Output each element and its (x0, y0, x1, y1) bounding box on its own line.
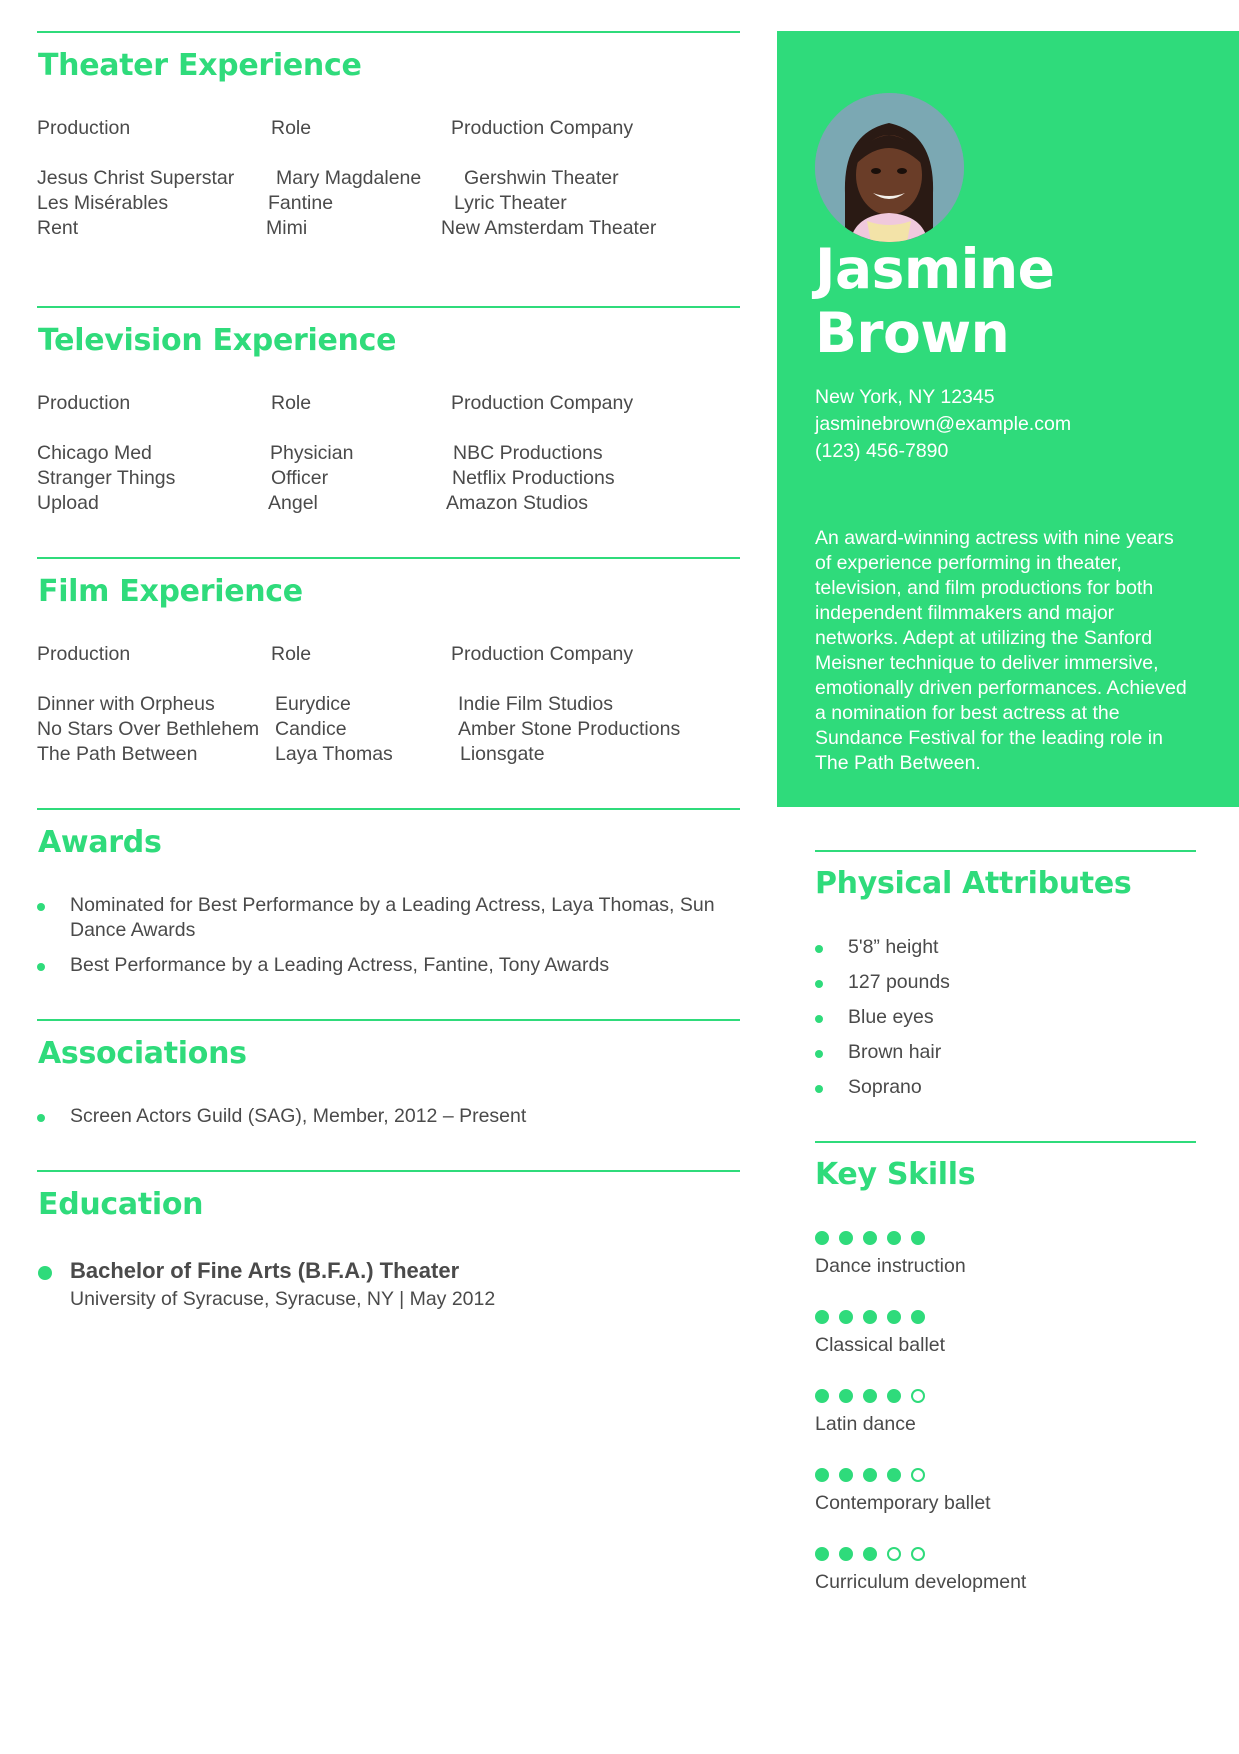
rating-dot-filled-icon (863, 1231, 877, 1245)
company-cell: New Amsterdam Theater (441, 217, 657, 239)
col-header-role: Role (271, 392, 312, 414)
rating-dot-filled-icon (911, 1310, 925, 1324)
rating-dot-filled-icon (815, 1310, 829, 1324)
film-section (37, 557, 740, 765)
skill-rating (815, 1231, 966, 1245)
role-cell: Mimi (266, 217, 308, 239)
list-item (815, 935, 1196, 960)
bullet-icon (815, 1050, 823, 1058)
bullet-icon (37, 963, 45, 971)
production-cell: Dinner with Orpheus (37, 693, 215, 715)
rating-dot-filled-icon (863, 1547, 877, 1561)
col-header-company: Production Company (451, 392, 634, 414)
production-cell: The Path Between (37, 743, 198, 765)
production-cell: Les Misérables (37, 192, 169, 214)
col-header-company: Production Company (451, 643, 634, 665)
company-cell: Amazon Studios (446, 492, 588, 514)
rating-dot-filled-icon (839, 1389, 853, 1403)
summary-text: An award-winning actress with nine years of experience performing in theater, television, and film productions for both independent filmmakers and major networks. Adept at utilizing the Sanford Meisner technique to deliver immersive, emotionally driven performances. Achieved a nomination for best actress at the Sundance Festival for the leading role in The Path Between. (815, 527, 1187, 774)
col-header-role: Role (271, 643, 312, 665)
company-cell: Indie Film Studios (458, 693, 613, 715)
rating-dot-filled-icon (815, 1547, 829, 1561)
role-cell: Officer (271, 467, 329, 489)
divider (37, 31, 740, 33)
theater-section (37, 31, 740, 239)
skill-label: Contemporary ballet (815, 1492, 991, 1514)
school: University of Syracuse, Syracuse, NY | May 2012 (70, 1288, 496, 1310)
television-section (37, 306, 740, 514)
rating-dot-filled-icon (863, 1310, 877, 1324)
rating-dot-filled-icon (839, 1310, 853, 1324)
production-cell: Stranger Things (37, 467, 176, 489)
role-cell: Fantine (268, 192, 334, 214)
bullet-icon (815, 945, 823, 953)
list-item (815, 1005, 1196, 1030)
production-cell: No Stars Over Bethlehem (37, 718, 260, 740)
attribute-text: Blue eyes (848, 1006, 934, 1028)
skill-rating (815, 1310, 945, 1324)
list-item (37, 953, 727, 978)
list-item (815, 970, 1196, 995)
phone-text: (123) 456-7890 (815, 440, 949, 462)
skill-rating (815, 1389, 925, 1403)
col-header-production: Production (37, 392, 131, 414)
skill-item (815, 1389, 925, 1436)
attribute-text: 5'8” height (848, 936, 939, 958)
section-title: Television Experience (38, 323, 397, 358)
bullet-icon (815, 980, 823, 988)
company-cell: Lionsgate (460, 743, 545, 765)
portrait-image (815, 93, 964, 242)
list-item (815, 1075, 1196, 1100)
section-title: Theater Experience (38, 48, 362, 83)
skill-item (815, 1310, 945, 1357)
rating-dot-filled-icon (863, 1389, 877, 1403)
association-text: Screen Actors Guild (SAG), Member, 2012 – Present (70, 1105, 527, 1127)
role-cell: Laya Thomas (275, 743, 393, 765)
col-header-production: Production (37, 117, 131, 139)
awards-list (37, 893, 727, 978)
awards-section (37, 808, 740, 976)
profile-panel (777, 31, 1239, 807)
production-cell: Jesus Christ Superstar (37, 167, 235, 189)
education-section (37, 1170, 740, 1310)
associations-list (37, 1104, 727, 1129)
section-title: Key Skills (815, 1157, 976, 1192)
list-item (815, 1040, 1196, 1065)
company-cell: Lyric Theater (454, 192, 567, 214)
rating-dot-filled-icon (863, 1468, 877, 1482)
divider (815, 850, 1196, 852)
company-cell: Netflix Productions (452, 467, 615, 489)
last-name: Brown (815, 301, 1010, 365)
divider (815, 1141, 1196, 1143)
rating-dot-filled-icon (839, 1547, 853, 1561)
award-text: Best Performance by a Leading Actress, Fantine, Tony Awards (70, 954, 610, 976)
company-cell: NBC Productions (453, 442, 603, 464)
col-header-production: Production (37, 643, 131, 665)
email-link[interactable]: jasminebrown@example.com (815, 413, 1072, 435)
skill-rating (815, 1547, 1026, 1561)
bullet-icon (37, 903, 45, 911)
skill-item (815, 1231, 966, 1278)
bullet-icon (37, 1114, 45, 1122)
physical-list (815, 935, 1196, 1100)
role-cell: Candice (275, 718, 347, 740)
rating-dot-empty-icon (911, 1389, 925, 1403)
associations-section (37, 1019, 740, 1127)
degree: Bachelor of Fine Arts (B.F.A.) Theater (70, 1258, 460, 1283)
rating-dot-filled-icon (815, 1468, 829, 1482)
list-item (37, 1104, 727, 1129)
rating-dot-filled-icon (839, 1231, 853, 1245)
bullet-icon (38, 1266, 52, 1280)
rating-dot-filled-icon (887, 1310, 901, 1324)
section-title: Film Experience (38, 574, 303, 609)
rating-dot-filled-icon (887, 1389, 901, 1403)
divider (37, 1019, 740, 1021)
skill-item (815, 1547, 1026, 1594)
rating-dot-filled-icon (887, 1468, 901, 1482)
role-cell: Eurydice (275, 693, 351, 715)
rating-dot-empty-icon (911, 1547, 925, 1561)
skill-label: Dance instruction (815, 1255, 966, 1277)
company-cell: Gershwin Theater (464, 167, 619, 189)
attribute-text: 127 pounds (848, 971, 950, 993)
role-cell: Angel (268, 492, 318, 514)
contact-info (815, 384, 1071, 465)
first-name: Jasmine (815, 237, 1055, 301)
rating-dot-filled-icon (839, 1468, 853, 1482)
rating-dot-filled-icon (815, 1231, 829, 1245)
role-cell: Mary Magdalene (276, 167, 422, 189)
rating-dot-empty-icon (887, 1547, 901, 1561)
candidate-name (815, 237, 1054, 365)
divider (37, 306, 740, 308)
production-cell: Rent (37, 217, 79, 239)
rating-dot-filled-icon (911, 1231, 925, 1245)
divider (37, 1170, 740, 1172)
production-cell: Chicago Med (37, 442, 152, 464)
profile-photo (815, 93, 964, 242)
section-title: Awards (38, 825, 162, 860)
section-title: Education (38, 1187, 204, 1222)
col-header-role: Role (271, 117, 312, 139)
award-text: Nominated for Best Performance by a Leading Actress, Laya Thomas, Sun Dance Awards (70, 894, 715, 941)
bullet-icon (815, 1015, 823, 1023)
skill-rating (815, 1468, 991, 1482)
rating-dot-filled-icon (887, 1231, 901, 1245)
production-cell: Upload (37, 492, 99, 514)
company-cell: Amber Stone Productions (458, 718, 681, 740)
rating-dot-empty-icon (911, 1468, 925, 1482)
col-header-company: Production Company (451, 117, 634, 139)
role-cell: Physician (270, 442, 354, 464)
attribute-text: Soprano (848, 1076, 922, 1098)
location-text: New York, NY 12345 (815, 386, 995, 408)
divider (37, 557, 740, 559)
divider (37, 808, 740, 810)
rating-dot-filled-icon (815, 1389, 829, 1403)
skill-label: Classical ballet (815, 1334, 946, 1356)
attribute-text: Brown hair (848, 1041, 942, 1063)
bullet-icon (815, 1085, 823, 1093)
section-title: Associations (38, 1036, 247, 1071)
skill-item (815, 1468, 991, 1515)
skill-label: Curriculum development (815, 1571, 1027, 1593)
list-item (37, 893, 727, 943)
section-title: Physical Attributes (815, 866, 1132, 901)
skill-label: Latin dance (815, 1413, 916, 1435)
